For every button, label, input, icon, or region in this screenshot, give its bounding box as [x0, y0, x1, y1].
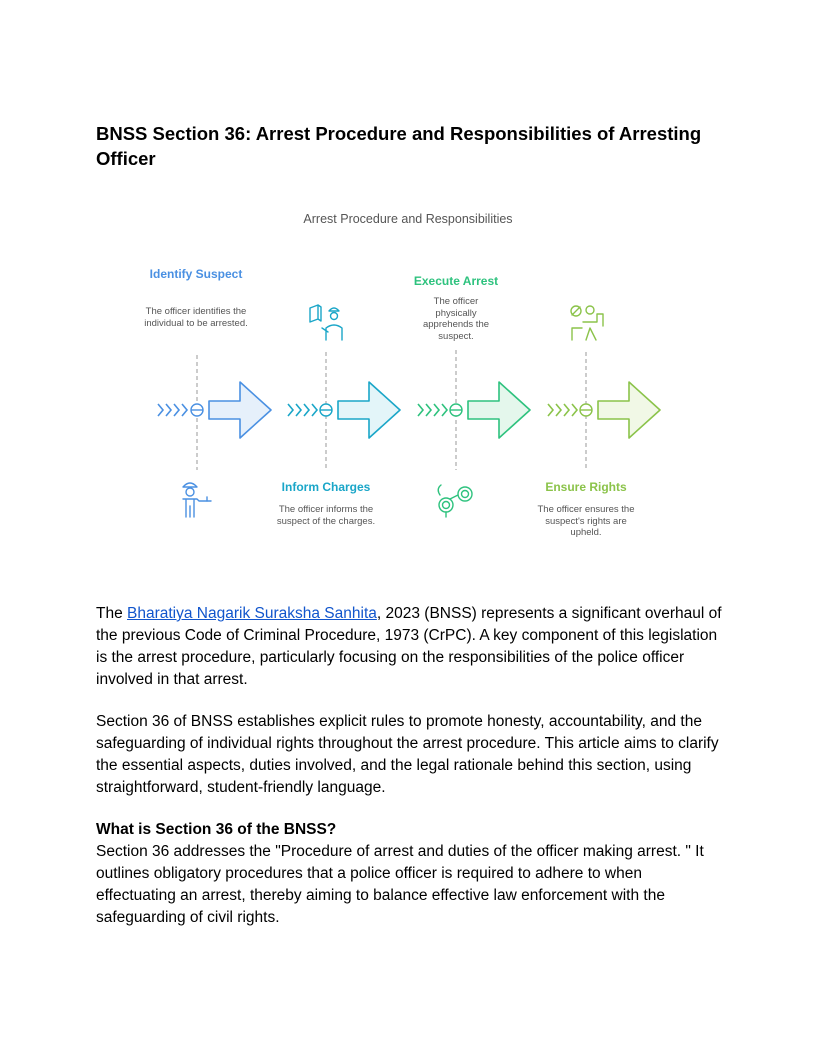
step-2-description: The officer informs the suspect of the charges. [276, 504, 376, 527]
officer-reading-icon [310, 305, 342, 340]
handcuffs-icon [438, 485, 472, 517]
intro-text-start: The [96, 605, 128, 622]
step-4-arrow [598, 382, 660, 438]
step-4-description: The officer ensures the suspect's rights are upheld. [537, 504, 635, 538]
step-2-title: Inform Charges [281, 480, 371, 494]
step-1-title: Identify Suspect [149, 267, 243, 281]
intro-paragraph [96, 603, 726, 691]
bnss-link[interactable]: Bharatiya Nagarik Suraksha Sanhita [127, 605, 377, 622]
section-heading: What is Section 36 of the BNSS? [96, 821, 337, 838]
police-officer-icon [183, 483, 211, 517]
step-3-title: Execute Arrest [413, 274, 499, 288]
step-3-connector [450, 350, 462, 470]
step-3-arrow [468, 382, 530, 438]
step-1-arrow [209, 382, 271, 438]
page-title: BNSS Section 36: Arrest Procedure and Responsibilities of Arresting Officer [96, 123, 702, 169]
intro-text-end: , 2023 (BNSS) represents a significant overhaul of the previous Code of Criminal Procedure, 1973 (CrPC). A key component of this legislation is the arrest procedure, particularly focusing on the responsibilities of the police officer involved in that arrest. [96, 605, 722, 688]
rights-icon [571, 306, 603, 340]
step-2-connector [320, 352, 332, 470]
section-body: Section 36 addresses the "Procedure of arrest and duties of the officer making arrest. " It outlines obligatory procedures that a police officer is required to adhere to when effectuating an arrest, thereby aiming to balance effective law enforcement with the safeguarding of civil rights. [96, 843, 704, 926]
step-4-chevrons [548, 404, 577, 416]
step-1-chevrons [158, 404, 187, 416]
step-1-connector [191, 355, 203, 470]
step-2-arrow [338, 382, 400, 438]
step-3-chevrons [418, 404, 447, 416]
what-is-section-36 [96, 819, 726, 929]
step-2-chevrons [288, 404, 317, 416]
step-1-description: The officer identifies the individual to be arrested. [144, 306, 248, 329]
step-4-connector [580, 352, 592, 470]
diagram-title: Arrest Procedure and Responsibilities [303, 212, 513, 226]
step-4-title: Ensure Rights [545, 480, 627, 494]
step-3-description: The officer physically apprehends the suspect. [422, 296, 490, 342]
section-36-paragraph: Section 36 of BNSS establishes explicit rules to promote honesty, accountability, and the safeguarding of individual rights throughout the arrest procedure. This article aims to clarify the essential aspects, duties involved, and the legal rationale behind this section, using straightforward, student-friendly language. [96, 713, 719, 796]
